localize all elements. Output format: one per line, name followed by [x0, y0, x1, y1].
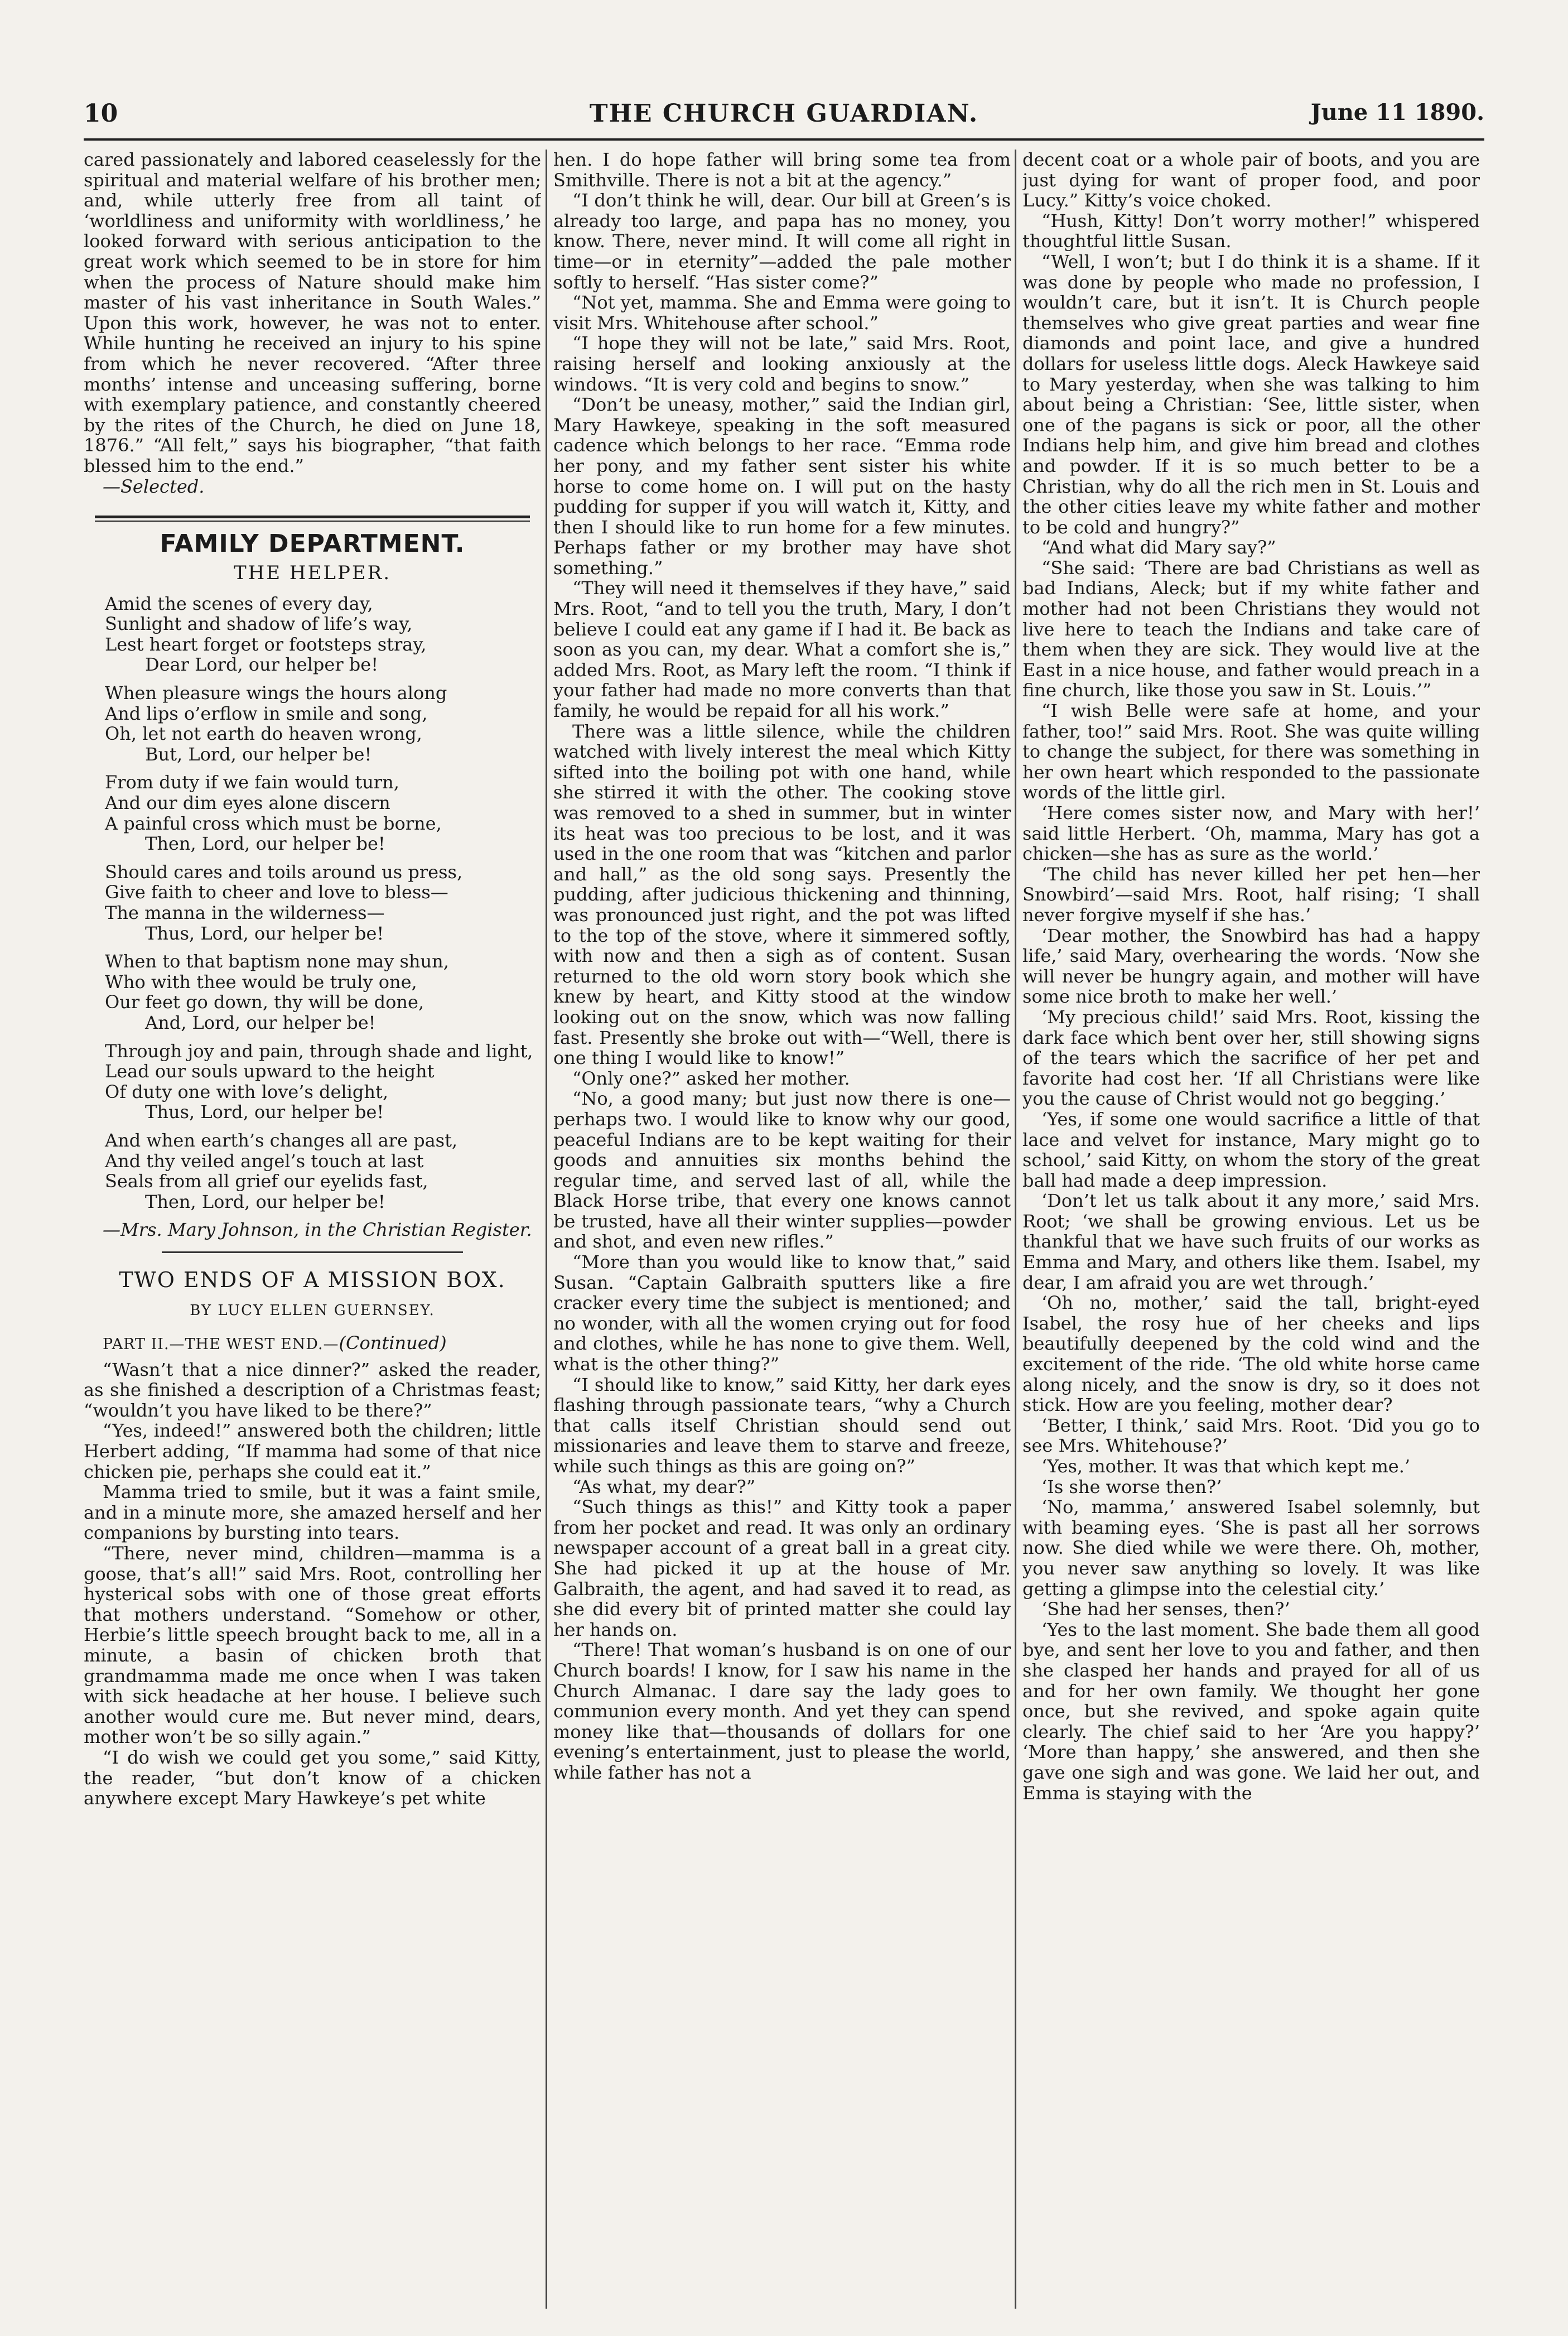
story-byline: BY LUCY ELLEN GUERNSEY. — [190, 1302, 435, 1319]
poem-line: Dear Lord, our helper be! — [145, 654, 379, 676]
paragraph: “I wish Belle were safe at home, and your father, too!” said Mrs. Root. She was quite willing to change the subject, for there was something in her own heart which responded to the passionate words of the little girl. — [1022, 700, 1480, 803]
poem-line: Then, Lord, our helper be! — [145, 1191, 385, 1212]
paragraph: ‘Oh no, mother,’ said the tall, bright-eyed Isabel, the rosy hue of her cheeks and lips beautifully deepened by the cold wind and the excitement of the ride. ‘The old white horse came along nicely, and the snow is dry, so it does not stick. How are you feeling, mother dear? — [1022, 1292, 1480, 1416]
paragraph: “More than you would like to know that,” said Susan. “Captain Galbraith sputters like a fire cracker every time the subject is mentioned; and no wonder, with all the women crying out for food and clothes, while he has none to give them. Well, what is the other thing?” — [553, 1251, 1011, 1375]
masthead-title: THE CHURCH GUARDIAN. — [589, 99, 979, 128]
article-continuation: cared passionately and labored ceaselessly for the spiritual and material welfare of his brother men; and, while utterly free from all taint of ‘worldliness and uniformity with worldliness,’ he looked forward with serious anticipation to the great work which seemed to be in store for him when the process of Nature should make him master of his vast inheritance in South Wales.” Upon this work, however, he was not to enter. While hunting he received an injury to his spine from which he never recovered. “After three months’ intense and unceasing suffering, borne with exemplary patience, and constantly cheered by the rites of the Church, he died on June 18, 1876.” “All felt,” says his biographer, “that faith blessed him to the end.” — [84, 150, 541, 476]
paragraph: “Well, I won’t; but I do think it is a shame. If it was done by people who made no profession, I wouldn’t care, but it isn’t. It is Church people themselves who give great parties and wear fine diamonds and point lace, and give a hundred dollars for useless little dogs. Aleck Hawkeye said to Mary yesterday, when she was talking to him about being a Christian: ‘See, little sister, when one of the pagans is sick or poor, all the other Indians help him, and give him bread and clothes and powder. If it is so much better to be a Christian, why do all the rich men in St. Louis and the other cities leave my white father and mother to be cold and hungry?” — [1022, 251, 1480, 538]
poem-line: And our dim eyes alone discern — [105, 792, 390, 814]
poem-stanza — [84, 951, 541, 1033]
poem-line: The manna in the wilderness— — [105, 902, 385, 923]
issue-date: June 11 1890. — [1310, 99, 1484, 126]
poem-line: And lips o’erflow in smile and song, — [105, 702, 428, 724]
paragraph: “As what, my dear?” — [572, 1476, 756, 1497]
paragraph: “I don’t think he will, dear. Our bill at Green’s is already too large, and papa has no money, you know. There, never mind. It will come all right in time—or in eternity”—added the pale mother softly to herself. “Has sister come?” — [553, 190, 1011, 293]
paragraph: “There! That woman’s husband is on one of our Church boards! I know, for I saw his name in the Church Almanac. I dare say the lady goes to communion every month. And yet they can spend money like that—thousands of dollars for one evening’s entertainment, just to please the world, while father has not a — [553, 1639, 1011, 1783]
page-number: 10 — [84, 99, 118, 128]
poem-line: Of duty one with love’s delight, — [105, 1081, 388, 1102]
paragraph: ‘She had her senses, then?’ — [1041, 1598, 1290, 1620]
paragraph: ‘Dear mother, the Snowbird has had a happy life,’ said Mary, overhearing the words. ‘Now she will never be hungry again, and mother will have some nice broth to make her well.’ — [1022, 924, 1480, 1008]
poem-stanza — [84, 862, 541, 943]
poem-line: But, Lord, our helper be! — [145, 743, 372, 765]
poem-stanza — [84, 1041, 541, 1123]
part-continued: (Continued) — [339, 1332, 447, 1354]
poem-stanza — [84, 772, 541, 854]
column-2 — [553, 150, 1011, 2309]
section-rule — [95, 516, 530, 522]
poem-line: A painful cross which must be borne, — [105, 812, 442, 834]
poem-line: Thus, Lord, our helper be! — [145, 922, 384, 944]
paragraph: “They will need it themselves if they have,” said Mrs. Root, “and to tell you the truth, Mary, I don’t believe I could eat any game if I had it. Be back as soon as you can, my dear. What a comfort she is,” added Mrs. Root, as Mary left the room. “I think if your father had made no more converts than that family, he would be repaid for all his work.” — [553, 577, 1011, 722]
paragraph: decent coat or a whole pair of boots, and you are just dying for want of proper food, and poor Lucy.” Kitty’s voice choked. — [1022, 150, 1480, 211]
paragraph: “Not yet, mamma. She and Emma were going to visit Mrs. Whitehouse after school.” — [553, 292, 1011, 334]
poem-stanza — [84, 683, 541, 764]
paragraph: There was a little silence, while the children watched with lively interest the meal which Kitty sifted into the boiling pot with one hand, while she stirred it with the other. The cooking stove was removed to a shed in summer, but in winter its heat was too precious to be lost, and it was used in the one room that was “kitchen and parlor and hall,” as the old song says. Presently the pudding, after judicious thickening and thinning, was pronounced just right, and the pot was lifted to the top of the stove, where it simmered softly, with now and then a sigh as of content. Susan returned to the old worn story book which she knew by heart, and Kitty stood at the window looking out on the snow, which was now falling fast. Presently she broke out with—“Well, there is one thing I would like to know!” — [553, 720, 1011, 1069]
paragraph: Mamma tried to smile, but it was a faint smile, and in a minute more, she amazed herself and her companions by bursting into tears. — [84, 1481, 541, 1544]
poem-line: Lead our souls upward to the height — [105, 1061, 435, 1082]
poem-line: Give faith to cheer and love to bless— — [105, 882, 448, 903]
paragraph: “Yes, indeed!” answered both the children; little Herbert adding, “If mamma had some of that nice chicken pie, perhaps she could eat it.” — [84, 1420, 541, 1482]
poem-stanza — [84, 594, 541, 675]
poem-line: Thus, Lord, our helper be! — [145, 1101, 384, 1123]
column-3 — [1022, 150, 1480, 2309]
paragraph: “And what did Mary say?” — [1041, 537, 1276, 558]
paragraph: ‘The child has never killed her pet hen—her Snowbird’—said Mrs. Root, half rising; ‘I shall never forgive myself if she has.’ — [1022, 863, 1480, 926]
divider — [162, 1251, 463, 1253]
poem-line: Our feet go down, thy will be done, — [105, 991, 424, 1013]
paragraph: “I do wish we could get you some,” said Kitty, the reader, “but don’t know of a chicken anywhere except Mary Hawkeye’s pet white — [84, 1746, 541, 1809]
paragraph: “Wasn’t that a nice dinner?” asked the reader, as she finished a description of a Christmas feast; “wouldn’t you have liked to be there?” — [84, 1359, 541, 1421]
story-part-label — [103, 1333, 541, 1355]
section-heading: FAMILY DEPARTMENT. — [160, 529, 465, 558]
paragraph: ‘Yes, mother. It was that which kept me.’ — [1041, 1456, 1411, 1477]
poem-line: Should cares and toils around us press, — [105, 861, 463, 883]
paragraph: “Don’t be uneasy, mother,” said the Indian girl, Mary Hawkeye, speaking in the soft measured cadence which belongs to her race. “Emma rode her pony, and my father sent sister his white horse to come home on. I will put on the hasty pudding for supper if you will watch it, Kitty, and then I should like to run home for a few minutes. Perhaps father or my brother may have shot something.” — [553, 394, 1011, 579]
poem-line: Seals from all grief our eyelids fast, — [105, 1171, 428, 1192]
page-header — [84, 99, 1484, 138]
poem-stanza — [84, 1130, 541, 1212]
paragraph: ‘No, mamma,’ answered Isabel solemnly, but with beaming eyes. ‘She is past all her sorrows now. She died while we were there. Oh, mother, you never saw anything so lovely. It was like getting a glimpse into the celestial city.’ — [1022, 1496, 1480, 1600]
poem-line: Lest heart forget or footsteps stray, — [105, 633, 427, 655]
poem-title: THE HELPER. — [233, 562, 392, 585]
paragraph: ‘Don’t let us talk about it any more,’ said Mrs. Root; ‘we shall be growing envious. Let us be thankful that we have such fruits of our works as Emma and Mary, and others like them. Isabel, my dear, I am afraid you are wet through.’ — [1022, 1190, 1480, 1293]
part-label-text: PART II.—THE WEST END.— — [103, 1336, 339, 1354]
paragraph: “I should like to know,” said Kitty, her dark eyes flashing through passionate tears, “why a Church that calls itself Christian should send out missionaries and leave them to starve and freeze, while such things as this are going on?” — [553, 1374, 1011, 1477]
poem-line: And, Lord, our helper be! — [145, 1012, 376, 1033]
paragraph: hen. I do hope father will bring some tea from Smithville. There is not a bit at the agency.” — [553, 150, 1011, 191]
poem-line: Through joy and pain, through shade and light, — [105, 1040, 533, 1062]
poem-line: From duty if we fain would turn, — [105, 772, 399, 793]
paragraph: “Only one?” asked her mother. — [572, 1067, 850, 1089]
poem-line: Oh, let not earth do heaven wrong, — [105, 723, 422, 745]
poem — [84, 594, 541, 1212]
poem-line: And thy veiled angel’s touch at last — [105, 1150, 424, 1172]
column-rule — [546, 150, 547, 2309]
paragraph: ‘Yes to the last moment. She bade them all good bye, and sent her love to you and father, and then she clasped her hands and prayed for all of us and for her own family. We thought her gone once, but she revived, and spoke again quite clearly. The chief said to her ‘Are you happy?’ ‘More than happy,’ she answered, and then she gave one sigh and was gone. We laid her out, and Emma is staying with the — [1022, 1619, 1480, 1804]
paragraph: ‘Yes, if some one would sacrifice a little of that lace and velvet for instance, Mary might go to school,’ said Kitty, on whom the story of the great ball had made a deep impression. — [1022, 1108, 1480, 1191]
paragraph: ‘Better, I think,’ said Mrs. Root. ‘Did you go to see Mrs. Whitehouse?’ — [1022, 1414, 1480, 1457]
paragraph: “She said: ‘There are bad Christians as well as bad Indians, Aleck; but if my white father and mother had not been Christians they would not live here to teach the Indians and take care of them when they are sick. They would live at the East in a nice house, and father would preach in a fine church, like those you saw in St. Louis.’” — [1022, 557, 1480, 701]
poem-line: When to that baptism none may shun, — [105, 951, 449, 972]
poem-credit: —Mrs. Mary Johnson, in the Christian Register. — [103, 1219, 532, 1241]
article-signature: —Selected. — [103, 475, 205, 497]
poem-line: Who with thee would be truly one, — [105, 971, 417, 993]
paragraph: “Such things as this!” and Kitty took a paper from her pocket and read. It was only an ordinary newspaper account of a great ball in a great city. She had picked it up at the house of Mr. Galbraith, the agent, and had saved it to read, as she did every bit of printed matter she could lay her hands on. — [553, 1496, 1011, 1640]
paragraph: “There, never mind, children—mamma is a goose, that’s all!” said Mrs. Root, controlling her hysterical sobs with one of those great efforts that mothers understand. “Somehow or other, Herbie’s little speech brought back to me, all in a minute, a basin of chicken broth that grandmamma made me once when I was taken with sick headache at her house. I believe such another would cure me. But never mind, dears, mother won’t be so silly again.” — [84, 1543, 541, 1748]
paragraph: ‘Here comes sister now, and Mary with her!’ said little Herbert. ‘Oh, mamma, Mary has got a chicken—she has as sure as the world.’ — [1022, 802, 1480, 865]
poem-line: Then, Lord, our helper be! — [145, 833, 385, 855]
paragraph: “No, a good many; but just now there is one—perhaps two. I would like to know why our good, peaceful Indians are to be kept waiting for their goods and annuities six months behind the regular time, and served last of all, while the Black Horse tribe, that every one knows cannot be trusted, have all their winter supplies—powder and shot, and even new rifles.” — [553, 1088, 1011, 1253]
story-paragraphs — [84, 1360, 541, 1809]
column-rule — [1015, 150, 1016, 2309]
story-title: TWO ENDS OF A MISSION BOX. — [119, 1267, 506, 1292]
paragraph: “I hope they will not be late,” said Mrs. Root, raising herself and looking anxiously at the windows. “It is very cold and begins to snow.” — [553, 333, 1011, 395]
column-1 — [84, 150, 541, 2309]
poem-line: And when earth’s changes all are past, — [105, 1129, 458, 1151]
poem-line: Sunlight and shadow of life’s way, — [105, 613, 413, 635]
paragraph: ‘My precious child!’ said Mrs. Root, kissing the dark face which bent over her, still showing signs of the tears which the sacrifice of her pet and favorite had cost her. ‘If all Christians were like you the cause of Christ would not go begging.’ — [1022, 1006, 1480, 1110]
poem-line: When pleasure wings the hours along — [105, 682, 447, 704]
paragraph: ‘Is she worse then?’ — [1041, 1476, 1222, 1497]
header-rule — [84, 138, 1484, 141]
paragraph: “Hush, Kitty! Don’t worry mother!” whispered thoughtful little Susan. — [1022, 210, 1480, 252]
poem-line: Amid the scenes of every day, — [105, 593, 373, 614]
